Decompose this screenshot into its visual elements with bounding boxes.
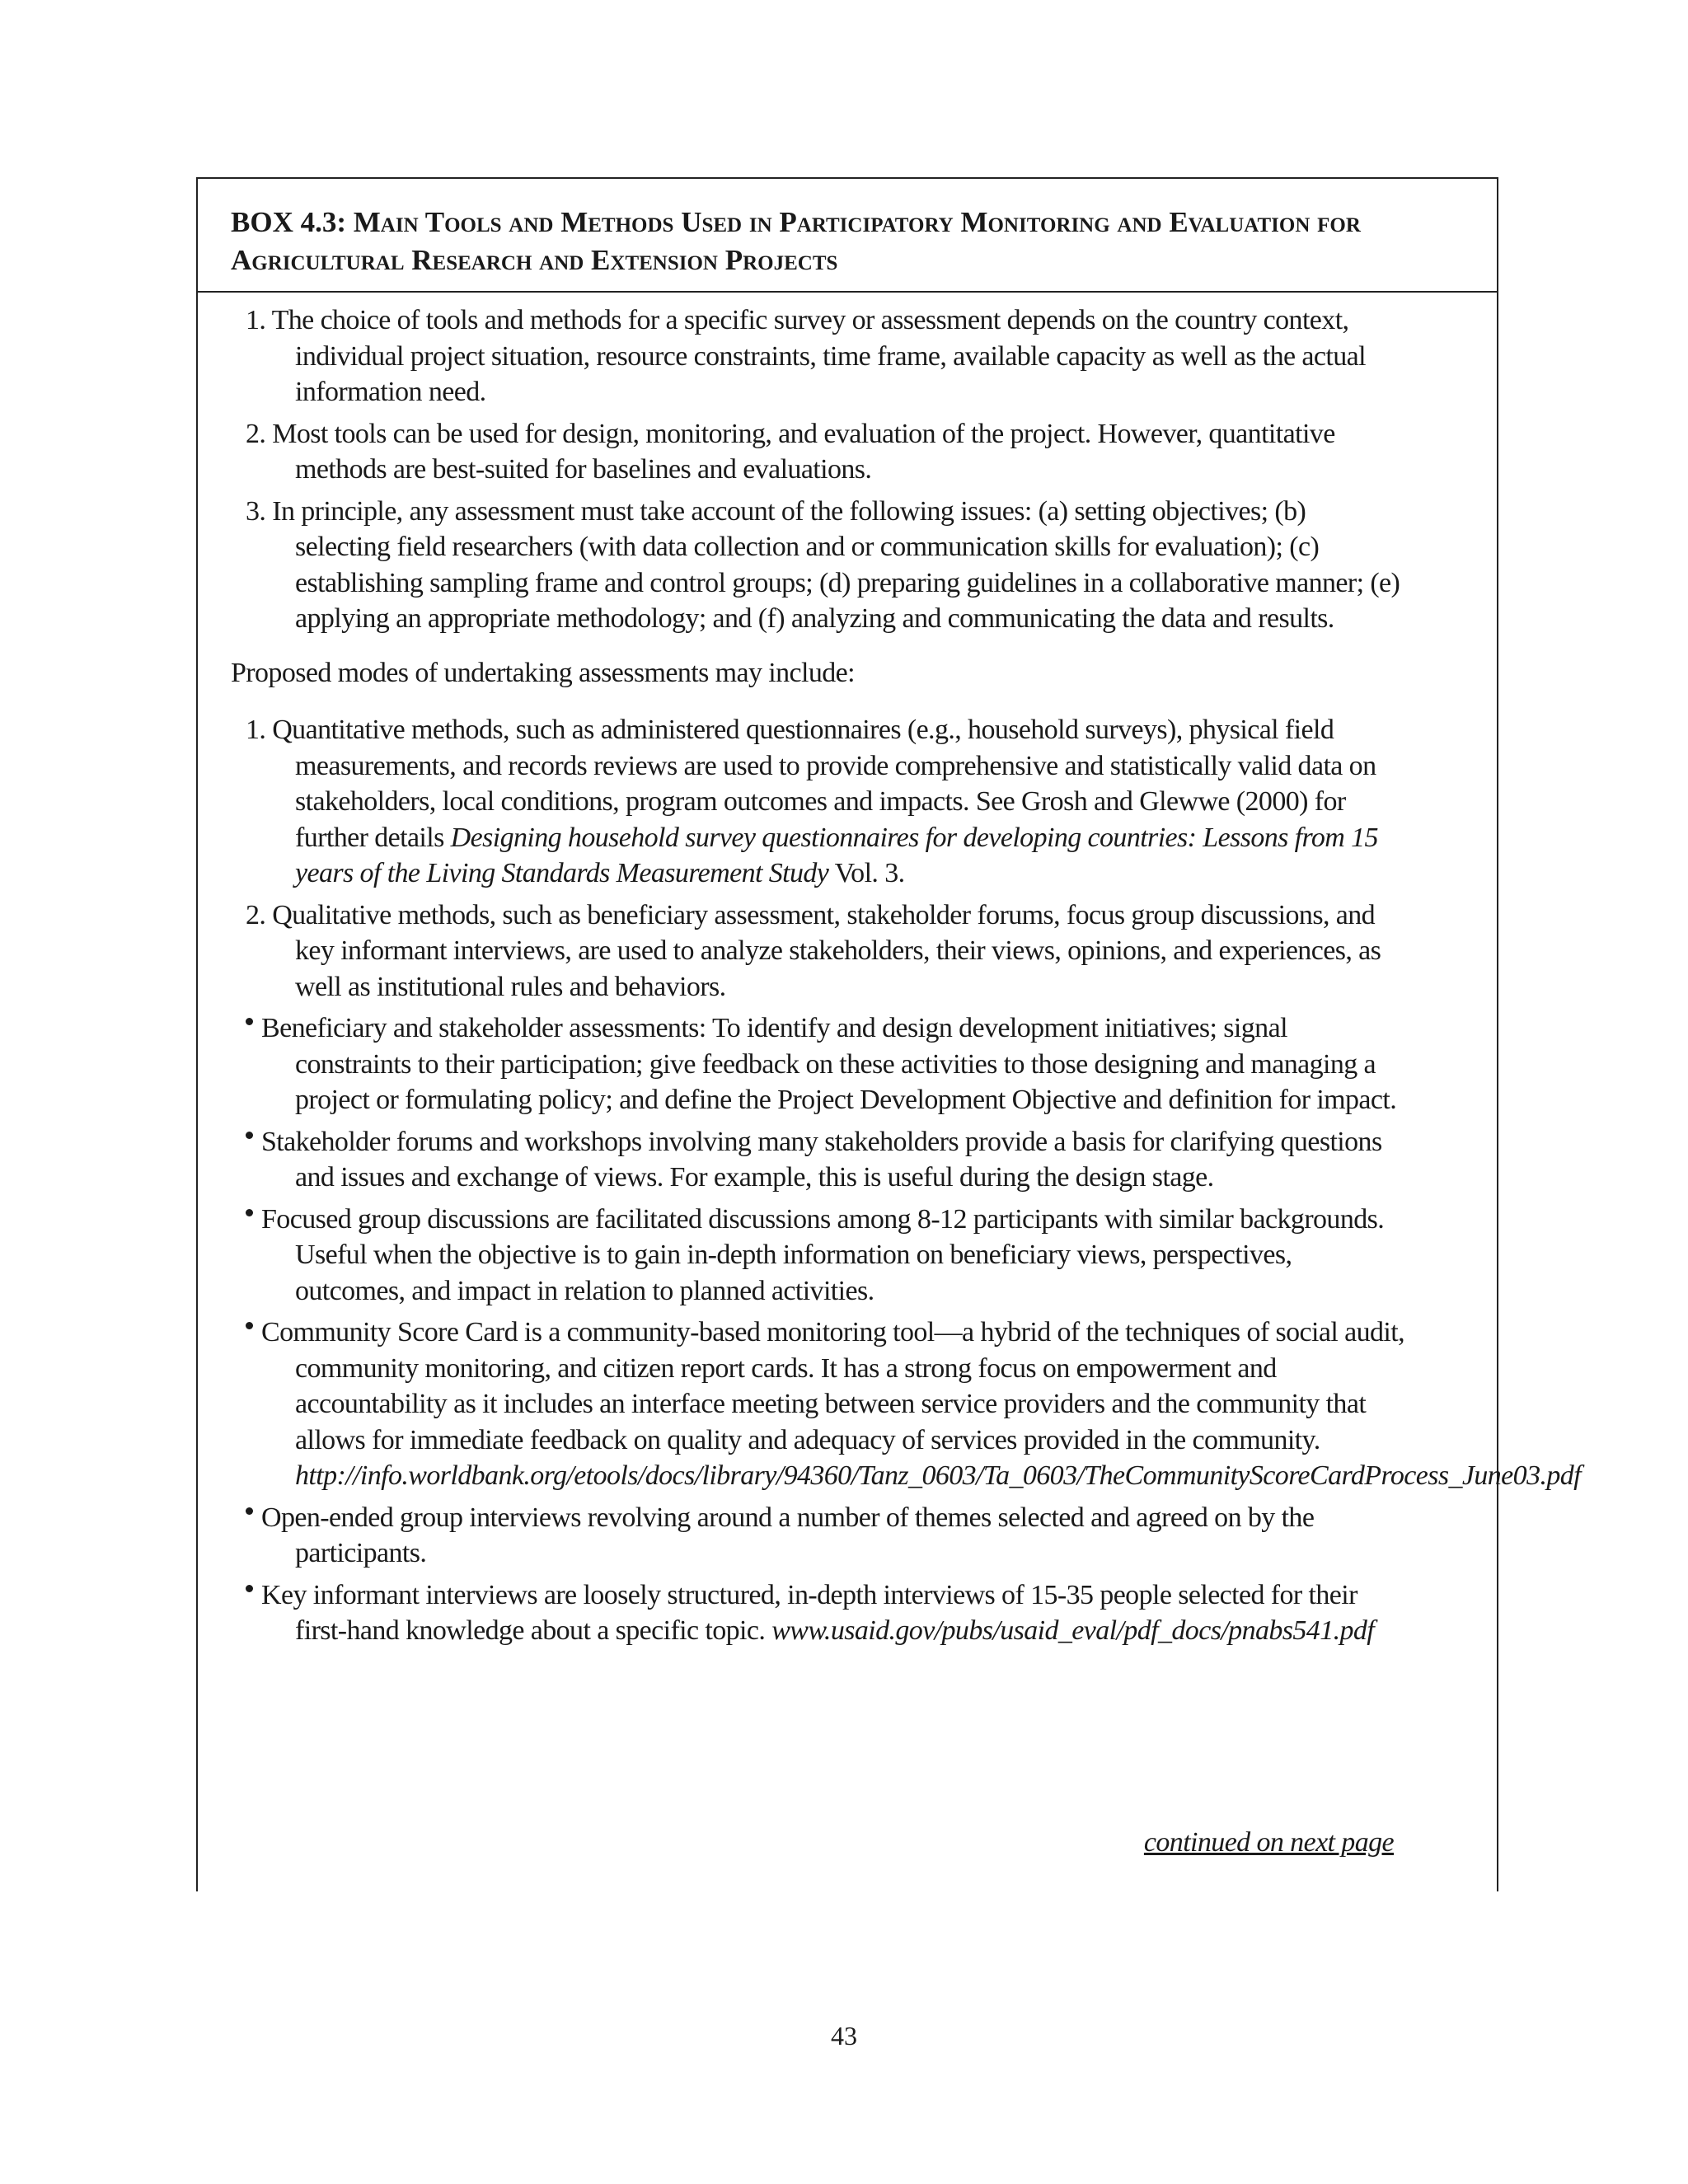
bullet-icon	[246, 1132, 253, 1139]
bullet-icon	[246, 1209, 253, 1216]
url-link[interactable]: www.usaid.gov/pubs/usaid_eval/pdf_docs/pnabs541.pdf	[771, 1615, 1375, 1646]
box-4-3	[196, 177, 1582, 1891]
bullet-item: Open-ended group interviews revolving around a number of themes selected and agreed on by the participants.	[231, 1500, 1406, 1572]
box-header	[198, 179, 1497, 293]
modes-intro: Proposed modes of undertaking assessments may include:	[231, 657, 856, 688]
page-number: 43	[831, 2021, 857, 2050]
bullet-item: Stakeholder forums and workshops involving many stakeholders provide a basis for clarifying questions and issues and exchange of views. For example, this is useful during the design stage.	[231, 1124, 1406, 1196]
bullet-item: Key informant interviews are loosely structured, in-depth interviews of 15-35 people selected for their first-hand knowledge about a specific topic. www.usaid.gov/pubs/usaid_eval/pdf_docs/pnabs541.pdf	[231, 1577, 1406, 1649]
modes-list	[231, 712, 1406, 1005]
url-link[interactable]: http://info.worldbank.org/etools/docs/library/94360/Tanz_0603/Ta_0603/TheCommunityScoreCardProcess_June03.pdf	[295, 1460, 1582, 1491]
bullet-icon	[246, 1322, 253, 1329]
bullet-icon	[246, 1585, 253, 1592]
list-item: 1. The choice of tools and methods for a specific survey or assessment depends on the country context, individual project situation, resource constraints, time frame, available capacity as well as the actual information need.	[246, 305, 1366, 407]
list-item: 1. Quantitative methods, such as administered questionnaires (e.g., household surveys), physical field measurements, and records reviews are used to provide comprehensive and statistically valid data on stakeholders, local conditions, program outcomes and impacts. See Grosh and Glewwe (2000) for further details Designing household survey questionnaires for developing countries: Lessons from 15 years of the Living Standards Measurement Study Vol. 3.	[246, 715, 1378, 888]
list-item: 2. Qualitative methods, such as beneficiary assessment, stakeholder forums, focus group discussions, and key informant interviews, are used to analyze stakeholders, their views, opinions, and experiences, as well as institutional rules and behaviors.	[246, 899, 1381, 1002]
bullet-item: Focused group discussions are facilitated discussions among 8-12 participants with similar backgrounds. Useful when the objective is to gain in-depth information on beneficiary views, perspectives, outcomes, and impact in relation to planned activities.	[231, 1202, 1406, 1310]
bullet-icon	[246, 1018, 253, 1025]
box-label: BOX 4.3:	[231, 206, 346, 238]
bullet-list	[231, 1010, 1582, 1649]
bullet-item: Beneficiary and stakeholder assessments: To identify and design development initiatives; signal constraints to their participation; give feedback on these activities to those designing and managing a project or formulating policy; and define the Project Development Objective and definition for impact.	[231, 1010, 1406, 1118]
bullet-item: Community Score Card is a community-based monitoring tool—a hybrid of the techniques of social audit, community monitoring, and citizen report cards. It has a strong focus on empowerment and accountability as it includes an interface meeting between service providers and the community that allows for immediate feedback on quality and adequacy of services provided in the community. http://info.worldbank.org/etools/docs/library/94360/Tanz_0603/Ta_0603/TheCommunityScoreCardProcess_June03.pdf	[231, 1315, 1406, 1494]
continued-link[interactable]: continued on next page	[1143, 1827, 1394, 1858]
box-title	[231, 204, 1464, 279]
box-title-text: Main Tools and Methods Used in Participatory Monitoring and Evaluation for Agricultural Research and Extension Projects	[231, 206, 1361, 276]
list-item: 2. Most tools can be used for design, monitoring, and evaluation of the project. However, quantitative methods are best-suited for baselines and evaluations.	[246, 418, 1335, 485]
box-body	[231, 302, 1582, 1655]
list-item: 3. In principle, any assessment must take account of the following issues: (a) setting objectives; (b) selecting field researchers (with data collection and or communication skills for evaluation); (c) establishing sampling frame and control groups; (d) preparing guidelines in a collaborative manner; (e) applying an appropriate methodology; and (f) analyzing and communicating the data and results.	[246, 495, 1400, 634]
intro-list	[231, 302, 1406, 637]
bullet-icon	[246, 1507, 253, 1515]
